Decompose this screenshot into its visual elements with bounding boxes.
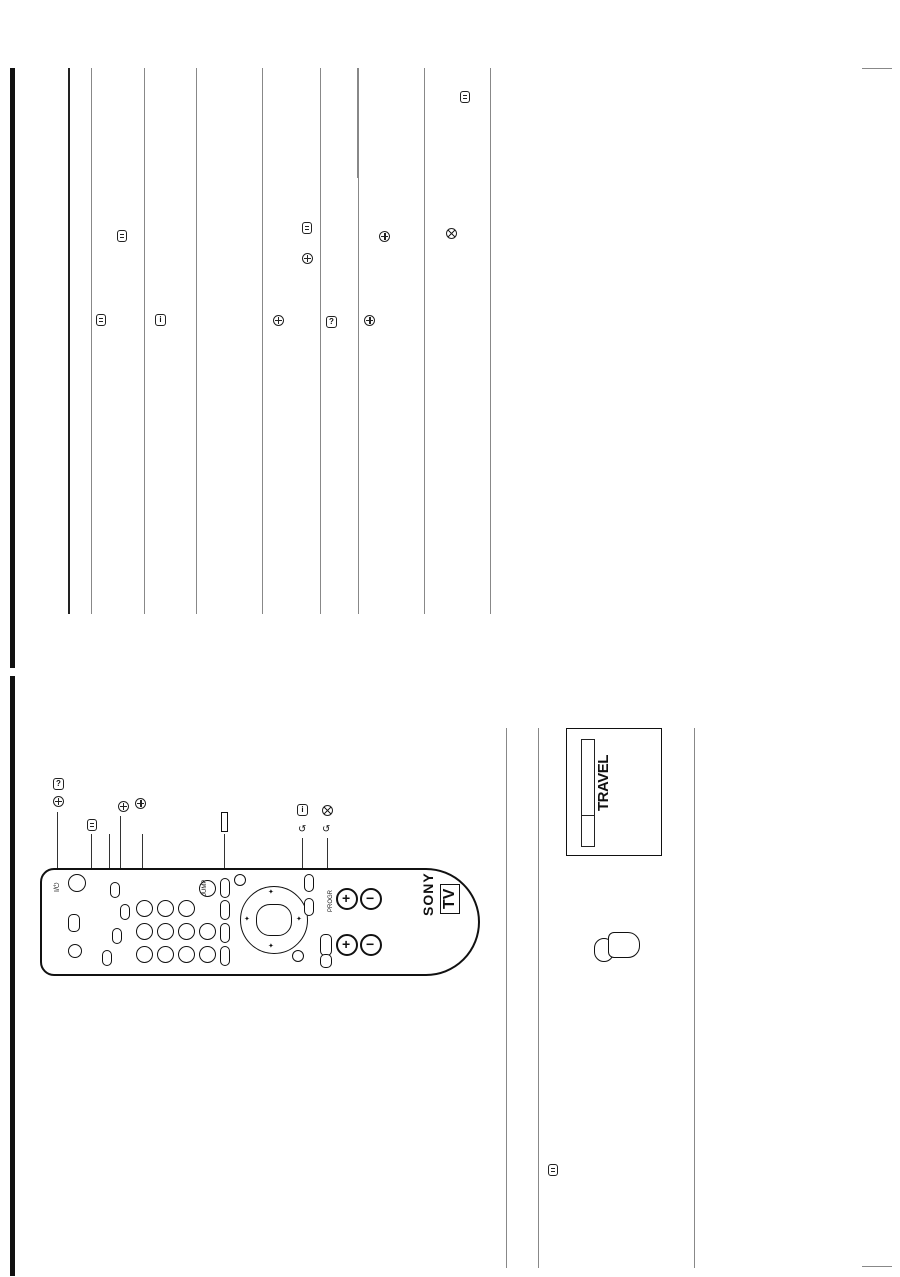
table-rule-6 [320, 68, 321, 614]
table-rule-3 [144, 68, 145, 614]
number-button-0[interactable] [199, 923, 216, 940]
yellow-button[interactable] [220, 900, 230, 920]
subpage-button[interactable] [120, 904, 130, 920]
teletext-page-title: TRAVEL [595, 755, 612, 811]
lower-rule-1 [506, 728, 507, 1268]
info-button[interactable] [304, 874, 314, 892]
number-button-9[interactable] [178, 900, 195, 917]
teletext-mix-button[interactable] [320, 934, 332, 956]
number-button-6[interactable] [157, 900, 174, 917]
tv-logo: TV [440, 884, 460, 914]
remote-control [40, 868, 480, 976]
table-rule-4 [196, 68, 197, 614]
hold-icon [118, 801, 129, 812]
top-right-rule [862, 68, 892, 69]
hand-icon [608, 932, 640, 958]
arrow-up-icon: ✦ [268, 889, 274, 896]
hold-icon [302, 253, 313, 264]
lower-rule-3 [694, 728, 695, 1268]
number-button-7[interactable] [178, 946, 195, 963]
return-arrow-icon: ↺ [322, 824, 331, 835]
tv-input-button[interactable] [68, 914, 80, 932]
reveal-icon: ? [326, 316, 337, 328]
cancel-icon [322, 805, 333, 816]
table-rule-9 [490, 68, 491, 614]
screen-bar-top [581, 739, 595, 823]
return-arrow-icon: ↺ [298, 824, 307, 835]
reveal-button[interactable] [110, 882, 120, 898]
power-label: I/⏻ [54, 882, 61, 892]
teletext-icon [460, 91, 470, 103]
subpage-icon [135, 798, 146, 809]
program-plus-icon: + [342, 890, 351, 906]
screen-bar-bottom [581, 815, 595, 847]
volume-minus-icon: − [366, 936, 375, 952]
number-button-extra[interactable] [199, 946, 216, 963]
hold-button[interactable] [112, 928, 122, 944]
lower-rule-2 [538, 728, 539, 1268]
return-button[interactable] [292, 950, 304, 962]
volume-plus-icon: + [342, 936, 351, 952]
bottom-right-rule [862, 1266, 892, 1267]
hand-press-illustration [590, 930, 646, 966]
number-button-5[interactable] [157, 923, 174, 940]
table-rule-2 [91, 68, 92, 614]
table-rule-5 [262, 68, 263, 614]
number-button-3[interactable] [136, 900, 153, 917]
teletext-icon [117, 230, 127, 242]
teletext-icon [302, 222, 312, 234]
table-rule-short [357, 68, 358, 178]
ok-button[interactable] [256, 904, 292, 936]
table-rule-1 [68, 68, 70, 614]
teletext-button[interactable] [102, 950, 112, 966]
arrow-down-icon: ✦ [268, 943, 274, 950]
program-button[interactable] [320, 954, 332, 968]
colour-buttons-callout-box [221, 812, 228, 832]
subpage-icon [379, 231, 390, 242]
info-icon: i [155, 314, 166, 326]
hold-icon [273, 315, 284, 326]
cancel-icon [446, 228, 457, 239]
program-minus-icon: − [366, 890, 375, 906]
cancel-button[interactable] [304, 898, 314, 916]
power-button[interactable] [68, 874, 86, 892]
menu-button[interactable] [234, 874, 246, 886]
left-margin-bar-top [10, 68, 15, 668]
jump-label: JUMP [202, 879, 208, 896]
table-rule-8 [424, 68, 425, 614]
green-button[interactable] [220, 923, 230, 943]
info-icon: i [297, 804, 308, 816]
arrow-right-icon: ✦ [296, 916, 302, 923]
hold-icon [53, 796, 64, 807]
number-button-8[interactable] [178, 923, 195, 940]
number-button-4[interactable] [157, 946, 174, 963]
subpage-icon [364, 315, 375, 326]
number-button-2[interactable] [136, 923, 153, 940]
progr-label: PROGR [328, 889, 334, 912]
teletext-icon [87, 819, 97, 831]
red-button[interactable] [220, 946, 230, 966]
reveal-icon: ? [53, 778, 64, 790]
number-button-1[interactable] [136, 946, 153, 963]
teletext-icon [548, 1164, 558, 1176]
mute-button[interactable] [68, 944, 82, 958]
blue-button[interactable] [220, 878, 230, 898]
teletext-screen-example [566, 728, 662, 856]
left-margin-bar-bottom [10, 676, 15, 1276]
teletext-icon [96, 314, 106, 326]
arrow-left-icon: ✦ [244, 916, 250, 923]
table-rule-7 [358, 68, 359, 614]
brand-logo: SONY [420, 872, 436, 916]
